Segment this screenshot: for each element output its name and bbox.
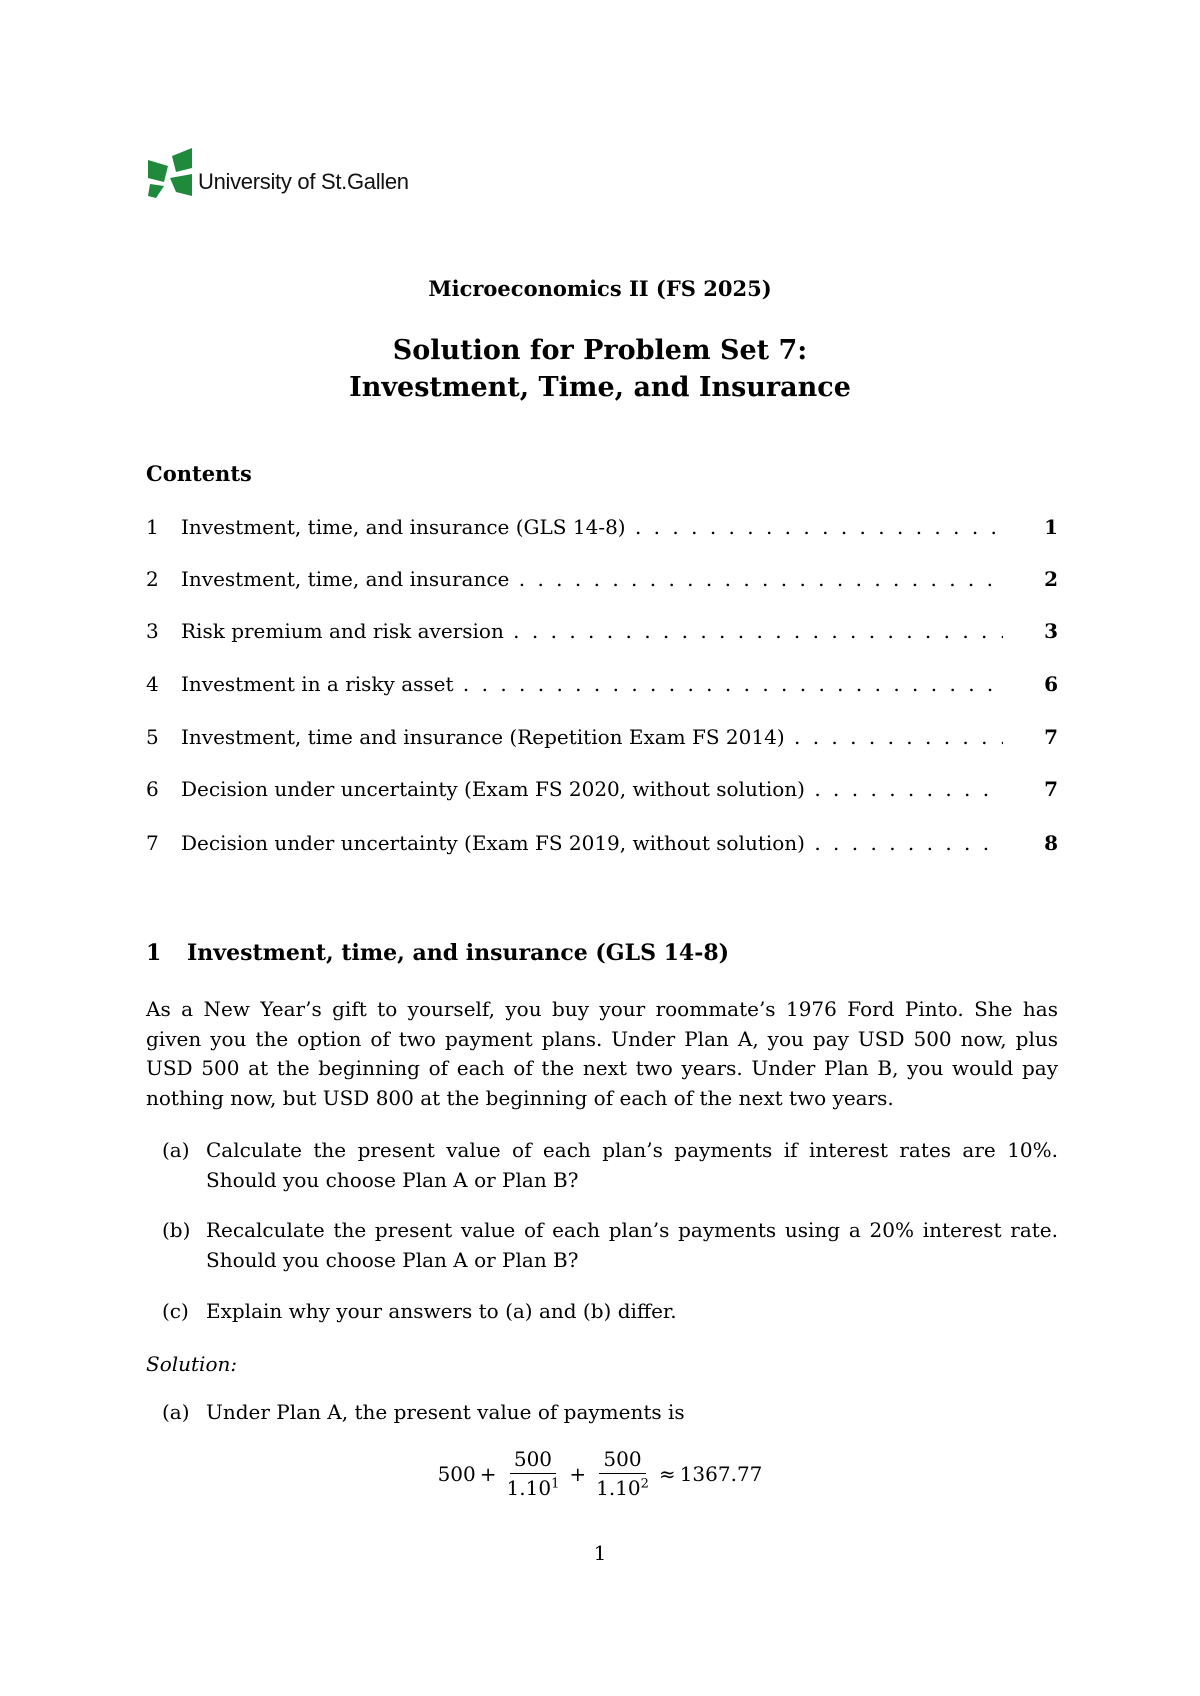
toc-label: Risk premium and risk aversion . . . — [181, 619, 1003, 643]
eq-term0: 500 — [437, 1461, 476, 1486]
eq-frac1-base: 1.10 — [506, 1476, 552, 1500]
toc-number: 6 — [146, 777, 159, 801]
question-item — [162, 1216, 1058, 1275]
eq-frac1-num: 500 — [510, 1447, 556, 1474]
hsg-logo-mark-icon — [146, 146, 194, 200]
toc-number: 4 — [146, 672, 159, 696]
toc-entry[interactable] — [146, 672, 1058, 700]
toc-label: Decision under uncertainty (Exam FS 2020, without solution) . . . — [181, 777, 1003, 801]
toc-label: Investment in a risky asset . . . — [181, 672, 1003, 696]
contents-heading: Contents — [146, 461, 252, 486]
eq-frac2-num: 500 — [599, 1447, 645, 1474]
solution-item-label: (a) — [162, 1400, 190, 1424]
question-label: (b) — [162, 1218, 191, 1242]
title-line-1: Solution for Problem Set 7: — [392, 335, 808, 366]
document-title — [0, 332, 1200, 406]
question-item — [162, 1297, 1058, 1327]
eq-frac1-exp: 1 — [551, 1476, 560, 1492]
toc-entry[interactable] — [146, 777, 1058, 805]
toc-number: 2 — [146, 567, 159, 591]
toc-page: 6 — [1044, 672, 1058, 696]
problem-paragraph: As a New Year’s gift to yourself, you buy your roommate’s 1976 Ford Pinto. She has given you the option of two payment plans. Under Plan A, you pay USD 500 now, plus USD 500 at the beginning of each of the next two years. Under Plan B, you would pay nothing now, but USD 800 at the beginning of each of the next two years. — [146, 997, 1058, 1110]
eq-frac2-base: 1.10 — [596, 1476, 641, 1500]
page-number: 1 — [593, 1541, 607, 1565]
title-line-2: Investment, Time, and Insurance — [349, 372, 851, 403]
question-text: Calculate the present value of each plan’s payments if interest rates are 10%. Should you choose Plan A or Plan B? — [206, 1138, 1058, 1192]
eq-approx: ≈ — [658, 1461, 676, 1486]
toc-label: Investment, time, and insurance (GLS 14-8) . . . — [181, 515, 1003, 539]
eq-fraction-1 — [507, 1447, 560, 1500]
toc-entry[interactable] — [146, 515, 1058, 543]
eq-fraction-2 — [596, 1447, 649, 1500]
toc-label: Decision under uncertainty (Exam FS 2019, without solution) . . . — [181, 831, 1003, 855]
toc-page: 2 — [1044, 567, 1058, 591]
question-text: Explain why your answers to (a) and (b) differ. — [206, 1299, 677, 1323]
course-title: Microeconomics II (FS 2025) — [428, 276, 772, 301]
section-title: Investment, time, and insurance (GLS 14-8) — [187, 940, 730, 966]
toc-page: 7 — [1044, 777, 1058, 801]
toc-number: 5 — [146, 725, 159, 749]
toc-number: 1 — [146, 515, 159, 539]
eq-frac2-exp: 2 — [640, 1476, 649, 1492]
section-number: 1 — [146, 940, 162, 966]
section-heading — [146, 940, 729, 966]
eq-result: 1367.77 — [679, 1461, 763, 1486]
toc-entry[interactable] — [146, 831, 1058, 859]
solution-label: Solution: — [146, 1352, 238, 1376]
toc-number: 3 — [146, 619, 159, 643]
question-item — [162, 1136, 1058, 1195]
solution-item — [162, 1398, 1058, 1428]
toc-page: 8 — [1044, 831, 1058, 855]
toc-label: Investment, time, and insurance . . . — [181, 567, 1003, 591]
eq-frac2-den — [596, 1474, 649, 1500]
toc-number: 7 — [146, 831, 159, 855]
toc-page: 1 — [1044, 515, 1058, 539]
present-value-equation — [0, 1447, 1200, 1500]
logo-text: University of St.Gallen — [198, 169, 409, 194]
toc-entry[interactable] — [146, 725, 1058, 753]
toc-page: 3 — [1044, 619, 1058, 643]
eq-plus: + — [479, 1461, 497, 1486]
toc-label: Investment, time and insurance (Repetition Exam FS 2014) . . . — [181, 725, 1003, 749]
toc-entry[interactable] — [146, 567, 1058, 595]
eq-frac1-den — [507, 1474, 560, 1500]
eq-plus: + — [569, 1461, 587, 1486]
question-label: (c) — [162, 1299, 189, 1323]
question-text: Recalculate the present value of each plan’s payments using a 20% interest rate. Should you choose Plan A or Plan B? — [206, 1218, 1058, 1272]
toc-page: 7 — [1044, 725, 1058, 749]
university-logo — [146, 146, 409, 200]
toc-entry[interactable] — [146, 619, 1058, 647]
solution-item-text: Under Plan A, the present value of payments is — [206, 1400, 685, 1424]
question-label: (a) — [162, 1138, 190, 1162]
